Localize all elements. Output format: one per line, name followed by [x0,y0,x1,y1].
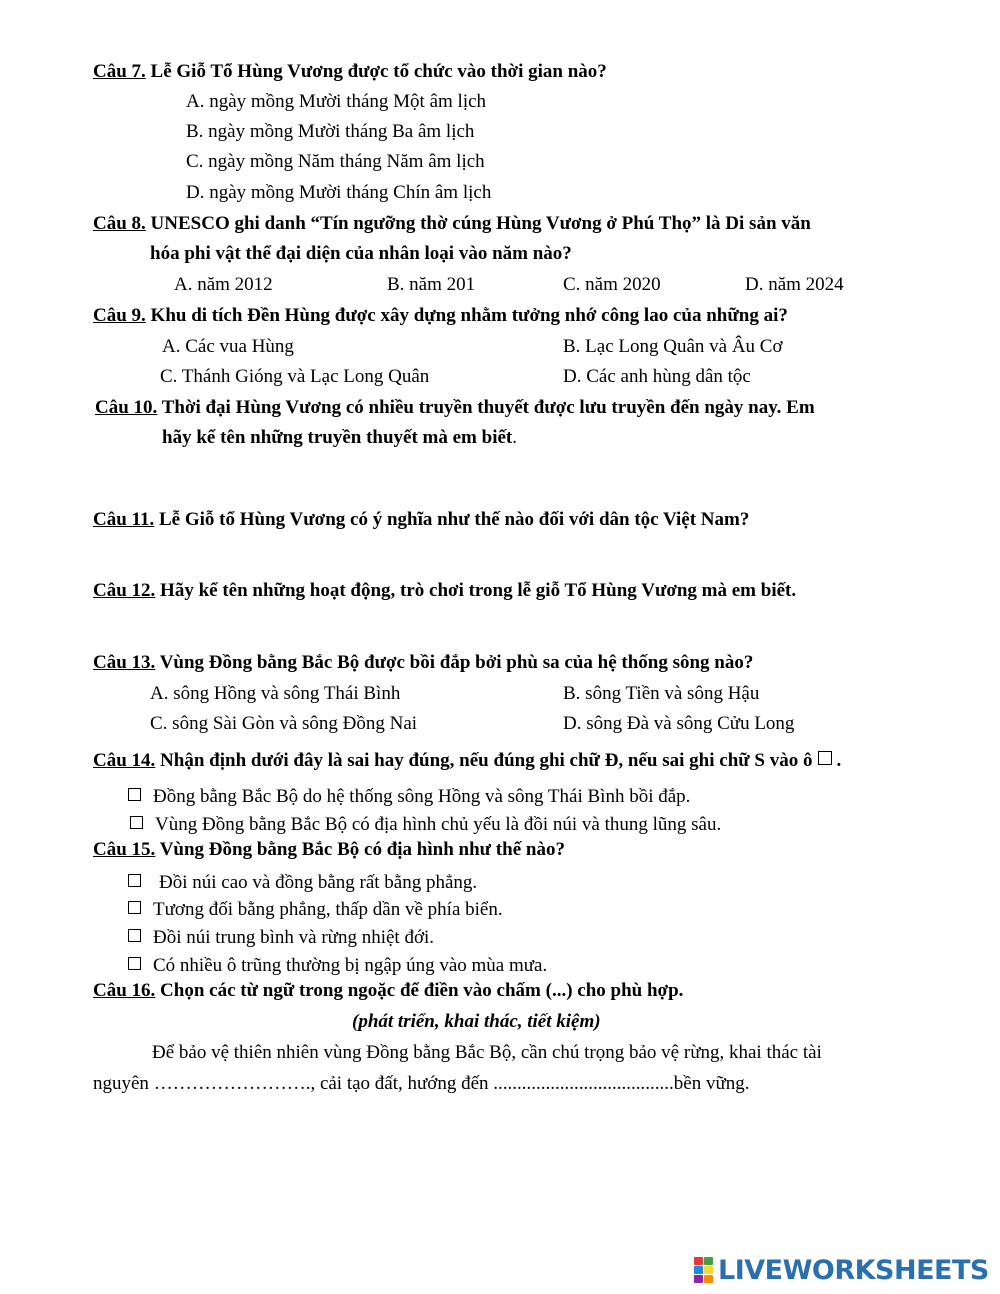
q15-item-3-text: Đồi núi trung bình và rừng nhiệt đới. [153,927,435,948]
q13-option-d[interactable]: D. sông Đà và sông Cửu Long [563,713,795,734]
q9-option-b[interactable]: B. Lạc Long Quân và Âu Cơ [563,336,783,357]
q16-para-text-c: bền vững. [673,1073,750,1094]
q15-item-4-checkbox[interactable] [128,957,141,970]
q8-text-line1: UNESCO ghi danh “Tín ngưỡng thờ cúng Hùng Vương ở Phú Thọ” là Di sản văn [145,213,811,234]
q12-text: Hãy kể tên những hoạt động, trò chơi trong lễ giỗ Tổ Hùng Vương mà em biết. [155,580,797,601]
q14-item-2 [130,813,721,837]
logo-block [704,1257,713,1265]
logo-block [704,1266,713,1274]
q7-option-a[interactable]: A. ngày mồng Mười tháng Một âm lịch [186,91,487,112]
q14-item-1-text: Đồng bằng Bắc Bộ do hệ thống sông Hồng và sông Thái Bình bồi đắp. [153,786,691,807]
q16-heading [93,979,683,1003]
q15-item-1-checkbox[interactable] [128,874,141,887]
q9-option-a[interactable]: A. Các vua Hùng [162,336,294,357]
q15-item-2 [128,898,503,922]
q10-line2-text: hãy kể tên những truyền thuyết mà em biết [162,427,513,448]
q15-item-3 [128,926,434,950]
checkbox-icon [818,751,832,765]
q15-number: Câu 15. [93,839,156,860]
q7-option-d[interactable]: D. ngày mồng Mười tháng Chín âm lịch [186,182,492,203]
q14-heading [93,749,841,773]
logo-text: LIVEWORKSHEETS [718,1254,989,1286]
q13-number: Câu 13. [93,652,156,673]
q7-heading [93,60,607,84]
liveworksheets-logo [694,1255,989,1285]
q15-item-1-text: Đồi núi cao và đồng bằng rất bằng phẳng. [159,872,478,893]
q8-option-a[interactable]: A. năm 2012 [174,274,273,295]
q10-heading [95,396,815,420]
q16-hint: (phát triển, khai thác, tiết kiệm) [352,1011,601,1032]
q11-text: Lễ Giỗ tổ Hùng Vương có ý nghĩa như thế nào đối với dân tộc Việt Nam? [154,509,750,530]
q9-option-d[interactable]: D. Các anh hùng dân tộc [563,366,751,387]
q14-item-1-checkbox[interactable] [128,788,141,801]
q16-para-text-b: , cải tạo đất, hướng đến [310,1073,494,1094]
q7-option-b[interactable]: B. ngày mồng Mười tháng Ba âm lịch [186,121,475,142]
logo-icon [694,1257,714,1283]
q15-heading [93,838,565,862]
q8-option-c[interactable]: C. năm 2020 [563,274,661,295]
q16-blank-2[interactable]: ...................................... [493,1073,674,1094]
q13-option-b[interactable]: B. sông Tiền và sông Hậu [563,683,760,704]
q9-text: Khu di tích Đền Hùng được xây dựng nhằm tưởng nhớ công lao của những ai? [145,305,788,326]
q15-item-3-checkbox[interactable] [128,929,141,942]
q16-number: Câu 16. [93,980,156,1001]
q8-text-line2: hóa phi vật thể đại diện của nhân loại vào năm nào? [150,243,572,264]
q14-text-end: . [836,750,842,771]
q13-text: Vùng Đồng bằng Bắc Bộ được bồi đắp bởi phù sa của hệ thống sông nào? [155,652,754,673]
logo-block [694,1275,703,1283]
q16-text: Chọn các từ ngữ trong ngoặc để điền vào chấm (...) cho phù hợp. [155,980,684,1001]
q8-option-d[interactable]: D. năm 2024 [745,274,844,295]
q15-text: Vùng Đồng bằng Bắc Bộ có địa hình như thế nào? [155,839,565,860]
q14-item-2-checkbox[interactable] [130,816,143,829]
q16-blank-1[interactable]: ……………………. [153,1073,311,1094]
q16-paragraph-line2 [93,1072,750,1096]
q15-item-2-checkbox[interactable] [128,901,141,914]
q13-heading [93,651,753,675]
q8-number: Câu 8. [93,213,146,234]
q13-option-a[interactable]: A. sông Hồng và sông Thái Bình [150,683,401,704]
q11-heading [93,508,749,532]
q12-heading [93,579,796,603]
q14-item-1 [128,785,690,809]
q16-para-text-a: nguyên [93,1073,154,1094]
q10-text-line1: Thời đại Hùng Vương có nhiều truyền thuyết được lưu truyền đến ngày nay. Em [157,397,815,418]
q15-item-4-text: Có nhiều ô trũng thường bị ngập úng vào mùa mưa. [153,955,548,976]
q9-option-c[interactable]: C. Thánh Gióng và Lạc Long Quân [160,366,430,387]
q7-text: Lễ Giỗ Tổ Hùng Vương được tổ chức vào thời gian nào? [145,61,607,82]
q7-option-c[interactable]: C. ngày mồng Năm tháng Năm âm lịch [186,151,485,172]
q9-number: Câu 9. [93,305,146,326]
q10-text-line2 [162,426,517,450]
q7-number: Câu 7. [93,61,146,82]
q14-number: Câu 14. [93,750,156,771]
q8-heading [93,212,811,236]
q8-option-b[interactable]: B. năm 201 [387,274,476,295]
q15-item-1 [128,871,477,895]
q12-number: Câu 12. [93,580,156,601]
q16-paragraph-line1: Để bảo vệ thiên nhiên vùng Đồng bằng Bắc Bộ, cần chú trọng bảo vệ rừng, khai thác tài [152,1042,822,1063]
q14-item-2-text: Vùng Đồng bằng Bắc Bộ có địa hình chủ yếu là đồi núi và thung lũng sâu. [155,814,722,835]
q11-number: Câu 11. [93,509,155,530]
q14-text: Nhận định dưới đây là sai hay đúng, nếu đúng ghi chữ Đ, nếu sai ghi chữ S vào ô [155,750,813,771]
logo-block [694,1257,703,1265]
logo-block [704,1275,713,1283]
q15-item-2-text: Tương đối bằng phẳng, thấp dần về phía biển. [153,899,503,920]
logo-block [694,1266,703,1274]
q9-heading [93,304,788,328]
q15-item-4 [128,954,547,978]
q10-number: Câu 10. [95,397,158,418]
q10-line2-end: . [512,427,517,448]
q13-option-c[interactable]: C. sông Sài Gòn và sông Đồng Nai [150,713,418,734]
